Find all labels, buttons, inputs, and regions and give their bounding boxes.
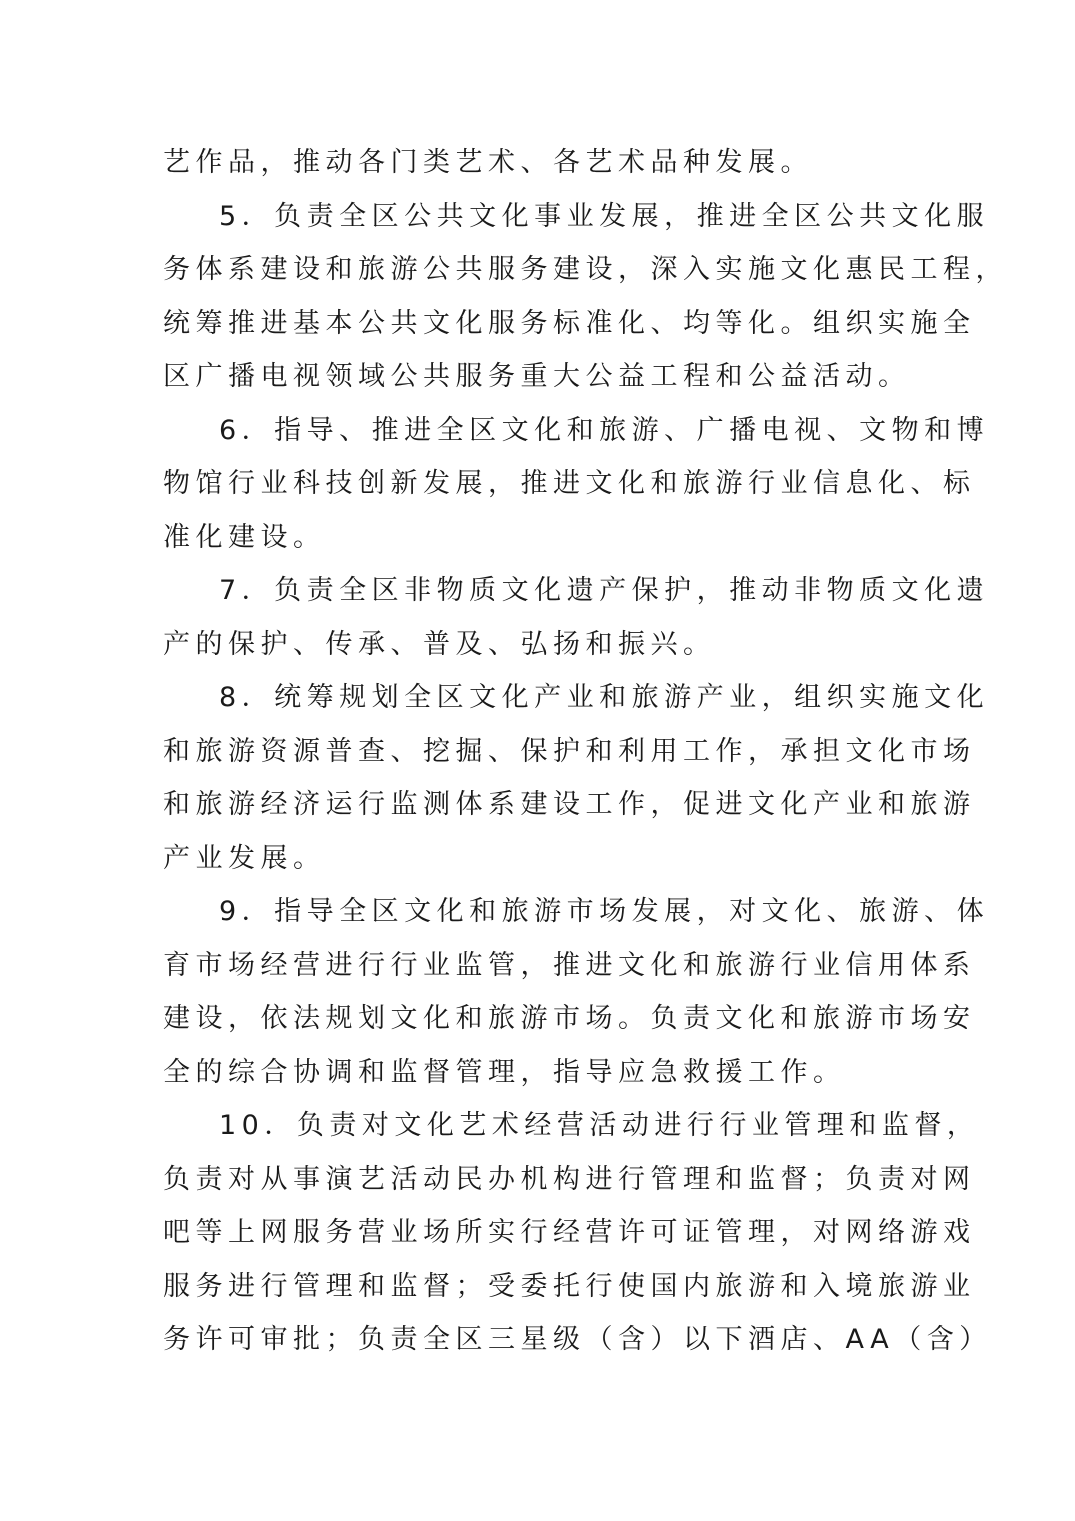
text-line: 负责对从事演艺活动民办机构进行管理和监督；负责对网 xyxy=(163,1163,976,1195)
item-10-line: 10．负责对文化艺术经营活动进行行业管理和监督， xyxy=(219,1110,980,1141)
item-8-line: 8．统筹规划全区文化产业和旅游产业，组织实施文化 xyxy=(219,682,990,713)
text-line: 吧等上网服务营业场所实行经营许可证管理，对网络游戏 xyxy=(163,1217,976,1248)
text-line: 统筹推进基本公共文化服务标准化、均等化。组织实施全 xyxy=(163,307,976,339)
item-6-line: 6．指导、推进全区文化和旅游、广播电视、文物和博 xyxy=(219,414,990,446)
text-line: 区广播电视领域公共服务重大公益工程和公益活动。 xyxy=(163,361,911,392)
document-body xyxy=(163,136,1008,1367)
item-9-line: 9．指导全区文化和旅游市场发展，对文化、旅游、体 xyxy=(219,896,990,927)
text-line: 物馆行业科技创新发展，推进文化和旅游行业信息化、标 xyxy=(163,468,976,499)
text-line: 建设，依法规划文化和旅游市场。负责文化和旅游市场安 xyxy=(163,1003,976,1034)
item-7-line: 7．负责全区非物质文化遗产保护，推动非物质文化遗 xyxy=(219,575,990,606)
text-line: 和旅游经济运行监测体系建设工作，促进文化产业和旅游 xyxy=(163,789,976,820)
text-line: 服务进行管理和监督；受委托行使国内旅游和入境旅游业 xyxy=(163,1270,976,1302)
text-line: 育市场经营进行行业监管，推进文化和旅游行业信用体系 xyxy=(163,949,976,981)
text-line: 艺作品，推动各门类艺术、各艺术品种发展。 xyxy=(163,147,813,178)
text-line: 产的保护、传承、普及、弘扬和振兴。 xyxy=(163,628,716,660)
text-line: 和旅游资源普查、挖掘、保护和利用工作，承担文化市场 xyxy=(163,735,976,767)
text-line: 务许可审批；负责全区三星级（含）以下酒店、AA（含） xyxy=(163,1324,992,1355)
text-line: 全的综合协调和监督管理，指导应急救援工作。 xyxy=(163,1056,846,1088)
text-line: 准化建设。 xyxy=(163,521,326,553)
text-line: 务体系建设和旅游公共服务建设，深入实施文化惠民工程， xyxy=(163,254,1008,285)
text-line: 产业发展。 xyxy=(163,842,326,874)
item-5-line: 5．负责全区公共文化事业发展，推进全区公共文化服 xyxy=(219,200,990,232)
